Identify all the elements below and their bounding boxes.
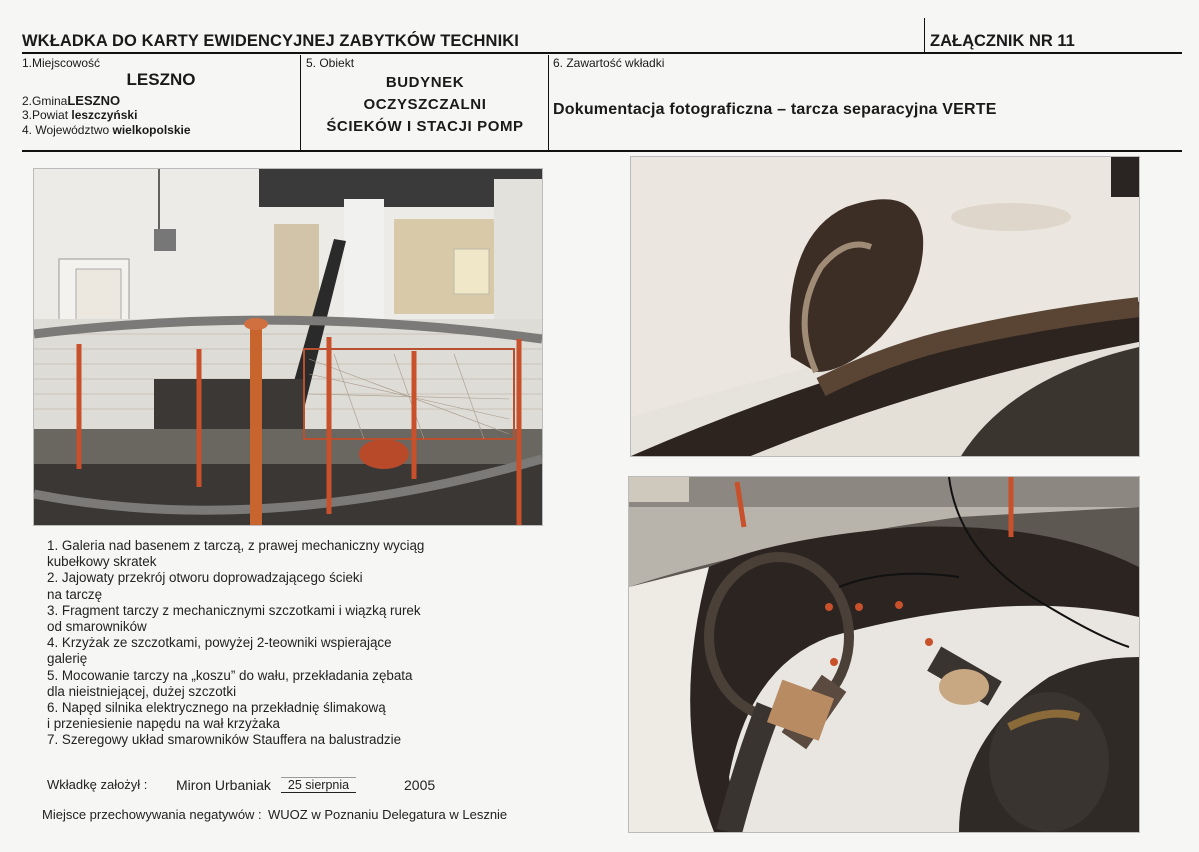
document-title: WKŁADKA DO KARTY EWIDENCYJNEJ ZABYTKÓW TECHNIKI (22, 32, 519, 50)
caption-line: 4. Krzyżak ze szczotkami, powyżej 2-teowniki wspierające (47, 635, 392, 651)
caption-line: 3. Fragment tarczy z mechanicznymi szczotkami i wiązką rurek (47, 602, 421, 618)
caption-line: 2. Jajowaty przekrój otworu doprowadzającego ścieki (47, 570, 363, 586)
caption-line: galerię (47, 651, 88, 667)
caption-line: 6. Napęd silnika elektrycznego na przekładnię ślimakową (47, 700, 386, 716)
annex-divider (924, 18, 925, 52)
object-name-line3: ŚCIEKÓW I STACJI POMP (326, 118, 524, 135)
author-label: Wkładkę założył : (47, 777, 148, 792)
photo-disc-brushes-and-pipes (628, 476, 1140, 833)
powiat-value: leszczyński (71, 108, 138, 122)
object-label: 5. Obiekt (306, 56, 355, 70)
photo-disc-egg-opening (630, 156, 1140, 457)
location-label: 1.Miejscowość (22, 56, 101, 70)
object-name-line2: OCZYSZCZALNI (363, 96, 487, 113)
photo-captions (47, 538, 507, 749)
creation-year: 2005 (404, 777, 436, 793)
creation-date: 25 sierpnia (281, 777, 356, 793)
storage-label: Miejsce przechowywania negatywów : (42, 807, 262, 822)
wojewodztwo-value: wielkopolskie (112, 123, 191, 137)
storage-location: WUOZ w Poznaniu Delegatura w Lesznie (268, 807, 508, 822)
wojewodztwo-label: 4. Województwo (22, 123, 110, 137)
caption-line: i przeniesienie napędu na wał krzyżaka (47, 716, 280, 732)
gmina-value: LESZNO (67, 93, 121, 108)
photo-gallery-over-basin (33, 168, 543, 526)
column-divider-2 (548, 55, 549, 151)
powiat-field (22, 108, 137, 122)
object-name (302, 72, 548, 138)
contents-label: 6. Zawartość wkładki (553, 56, 665, 70)
caption-line: 5. Mocowanie tarczy na „koszu” do wału, przekładania zębata (47, 667, 413, 683)
wojewodztwo-field (22, 123, 191, 137)
gmina-field (22, 93, 120, 108)
caption-line: kubełkowy skratek (47, 554, 157, 570)
contents-description: Dokumentacja fotograficzna – tarcza separacyjna VERTE (553, 101, 997, 118)
header-rule-top (22, 52, 1182, 54)
author-name: Miron Urbaniak (176, 777, 271, 793)
column-divider-1 (300, 55, 301, 151)
city-name: LESZNO (126, 70, 196, 89)
header-rule-bottom (22, 150, 1182, 152)
object-name-line1: BUDYNEK (385, 74, 465, 91)
caption-line: od smarowników (47, 619, 147, 635)
caption-line: 1. Galeria nad basenem z tarczą, z prawej mechaniczny wyciąg (47, 538, 425, 553)
caption-line: 7. Szeregowy układ smarowników Stauffera na balustradzie (47, 732, 402, 748)
annex-number: ZAŁĄCZNIK NR 11 (930, 32, 1075, 50)
powiat-label: 3.Powiat (22, 108, 69, 122)
caption-line: na tarczę (47, 586, 103, 602)
caption-line: dla nieistniejącej, dużej szczotki (47, 683, 237, 699)
gmina-label: 2.Gmina (22, 94, 68, 108)
